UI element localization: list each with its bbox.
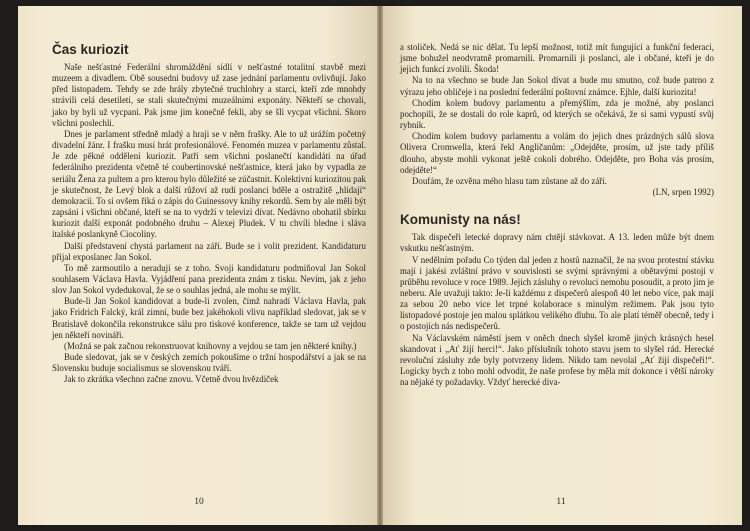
paragraph: (Možná se pak začnou rekonstruovat knihovny a vejdou se tam jen některé knihy.) [64,340,357,351]
paragraph: To mě zarmoutilo a neradují se z toho. Svoji kandidaturu podmiňoval Jan Sokol souhlasem Václava Havla. Vyjádření pana prezidenta znám z tisku. Nevím, jak z jeho slov Jan Sokol vydedukoval, že se o souhlas jedná, ale mohu se mýlit. [52,262,366,296]
paragraph: Bude-li Jan Sokol kandidovat a bude-li zvolen, čímž nahradí Václava Havla, pak jako Fridrich Falcký, král zimní, bude bez jakéhokoli vlivu například sledovat, jak se v Bratislavě dokončila rekonstrukce sálu pro tiskové konference, takže se tam už vejdou jen někteří novináři. [52,296,366,340]
article-title: Komunisty na nás! [400,212,521,228]
article-title: Čas kuriozit [52,42,129,57]
left-page [18,6,380,525]
book-spread [18,6,742,525]
source-signature: (LN, srpen 1992) [652,187,714,198]
paragraph: Chodím kolem budovy parlamentu a volám do jejich dnes prázdných sálů slova Olivera Cromwella, která řekl Angličanům: „Odejděte, prosím, už jste tady příliš dlouho, abyste mohli vykonat ještě cokoli dobrého. Odejděte, pro Boha vás prosím, odejděte!“ [400,131,714,175]
page-number: 10 [194,497,204,507]
paragraph: a stoliček. Nedá se nic dělat. Tu lepší možnost, totiž mít fungující a funkční federaci, jsme bohužel neodvratně promarnili. Promarnili ji poslanci, ale i občané, kteří je do jejich funkcí zvolili. Škoda! [400,42,714,75]
paragraph: Tak dispečeři letecké dopravy nám chtějí stávkovat. A 13. leden může být dnem vskutku nešťastným. [400,232,714,254]
right-page [380,6,742,525]
section-divider [400,198,714,212]
page-number: 11 [556,497,566,507]
paragraph: Na to na všechno se bude Jan Sokol dívat a bude mu smutno, což bude patrno z výrazu jeho obličeje i na poslední federální poštovní známce. Ejhle, další kuriozita! [400,75,714,97]
paragraph: Chodím kolem budovy parlamentu a přemýšlím, zda je možné, aby poslanci pochopili, že se dostali do role kaprů, od kterých se očekává, že si sami vypustí svůj rybník. [400,97,714,131]
paragraph: V nedělním pořadu Co týden dal jeden z hostů naznačil, že na svou protestní stávku mají i jakési zvláštní právo v souvislosti se svými správnými a obětavými postoji v průběhu revoluce v roce 1989. Jejich zásluhy o revoluci nemohu posoudit, a proto jim je neberu. Ale uvažuji takto: Je-li každému z dispečerů alespoň 40 let nebo více, pak mají za sebou 20 nebo více let trpné kolaborace s minulým režimem. Pak jsou tyto listopadové postoje jen malou splátkou velikého dluhu. To ale platí téměř obecně, tedy i o postojích nás nedispečerů. [400,254,714,332]
paragraph: Další představení chystá parlament na září. Bude se i volit prezident. Kandidaturu přijal exposlanec Jan Sokol. [52,240,366,262]
paragraph: Doufám, že ozvěna mého hlasu tam zůstane až do září. [412,175,607,186]
paragraph: Bude sledovat, jak se v českých zemích pokoušíme o tržní hospodářství a jak se na Slovensku buduje socialismus se slovenskou tváří. [52,352,366,374]
paragraph: Naše nešťastné Federální shromáždění sídlí v nešťastné totalitní stavbě mezi muzeem a divadlem. Obě sousední budovy už zase jednání parlamentu ovlivňují. Jako před listopadem. Tehdy se zde hrály zbytečné truchlohry a starci, kteří zde mnohdy strávili celá desetiletí, se stali skutečnými muzeálními exponáty. Někteří se chovali, jako by byli už vycpaní. Pak jsme jim konečně fekli, aby se šli vycpat všichni. Skoro všichni poslechli. [52,62,366,128]
paragraph: Na Václavském náměstí jsem v oněch dnech slyšel kromě jiných krásných hesel skandovat i „Ať žijí herci!“. Jako příslušník tohoto stavu jsem to slyšel rád. Herecké revoluční zásluhy zde byly potvrzeny lidem. Nikdo tam nevolal „Ať žijí dispečeři!“. Logicky bych z toho mohl odvodit, že naše profese by měla mít dokonce i větší nároky na nějaké ty požadavky. Vždyť herecké diva- [400,332,714,388]
paragraph: Jak to zkrátka všechno začne znovu. Včetně dvou hvězdiček [64,374,279,385]
book-gutter [377,6,383,525]
paragraph: Dnes je parlament středně mladý a hraji se v něm frašky. Ale to už urážím početný divadelní žánr. I frašku musí hrát profesionálové. Fenomén muzea v parlamentu zůstal. Je zde pěkné oddělení kuriozit. Patří sem všichni poslanečtí kandidáti na úřad federálního prezidenta včetně té coubertinovské nešťastnice, která jako by vypadla ze seriálu Žena za pultem a pro kterou bylo důležité se zúčastnit. Kolektivní kuriozitou pak je skutečnost, že Levý blok a další růžoví až rudí poslanci bděle a ostražitě „hlídají“ demokracii. To si ovšem říká o zápis do Guinessovy knihy rekordů. Sem by ale měli být zapsáni i všichni občané, kteří se na to vydrží v televizi dívat. Nedávno obohatil sbírku kuriozit další exponát podobného druhu – Alexej Pludek. V tu chvíli bledne i sláva italské poslankyně Ciocoliny. [52,128,366,240]
